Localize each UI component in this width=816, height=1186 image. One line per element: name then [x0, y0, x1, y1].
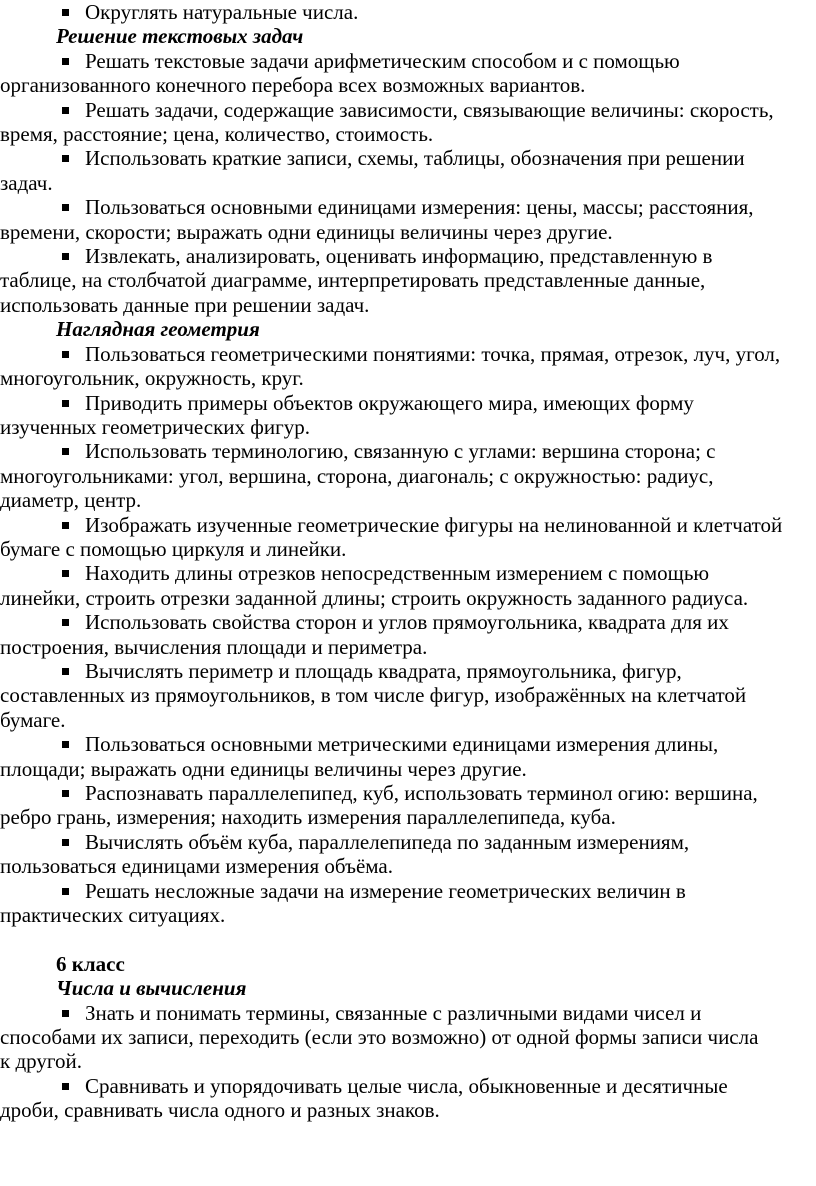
list-item-continuation: бумаге с помощью циркуля и линейки. — [0, 536, 347, 561]
list-item — [0, 561, 816, 610]
list-item-first-line — [0, 0, 816, 24]
list-item — [0, 98, 816, 147]
list-item — [0, 195, 816, 244]
list-item-first-line — [0, 146, 816, 170]
list-item-text: Распознавать параллелепипед, куб, использовать терминол огию: вершина, — [85, 781, 758, 805]
list-item-first-line — [0, 513, 816, 537]
list-item-first-line — [0, 439, 816, 463]
blank-line — [0, 927, 816, 951]
list-item — [0, 49, 816, 98]
list-item-continuation: времени, скорости; выражать одни единицы величины через другие. — [0, 219, 613, 244]
list-item-text: Использовать терминологию, связанную с углами: вершина сторона; с — [85, 439, 716, 464]
list-item-text: Пользоваться основными метрическими единицами измерения длины, — [85, 732, 719, 757]
list-item-continuation: линейки, строить отрезки заданной длины; строить окружность заданного радиуса. — [0, 585, 749, 610]
list-item-first-line — [0, 1001, 816, 1025]
list-item-continuation: задач. — [0, 170, 53, 195]
list-item-continuation: диаметр, центр. — [0, 488, 142, 513]
list-item-continuation: пользоваться единицами измерения объёма. — [0, 854, 393, 879]
list-item — [0, 391, 816, 440]
list-item-text: Вычислять объём куба, параллелепипеда по заданным измерениям, — [85, 829, 690, 854]
list-item-continuation: ребро грань, измерения; находить измерения параллелепипеда, куба. — [0, 805, 616, 830]
list-item-first-line — [0, 342, 816, 366]
list-item-continuation: построения, вычисления площади и периметра. — [0, 634, 428, 659]
list-item-text: Находить длины отрезков непосредственным измерением с помощью — [85, 561, 710, 586]
list-item-text: Сравнивать и упорядочивать целые числа, обыкновенные и десятичные — [85, 1073, 728, 1098]
list-item-continuation: практических ситуациях. — [0, 903, 226, 928]
list-item-first-line — [0, 610, 816, 634]
list-item-text: Знать и понимать термины, связанные с различными видами чисел и — [85, 1000, 702, 1025]
list-item — [0, 732, 816, 781]
list-item — [0, 0, 816, 24]
list-item-continuation: таблице, на столбчатой диаграмме, интерпретировать представленные данные, — [0, 268, 706, 293]
list-item-first-line — [0, 879, 816, 903]
list-item-first-line — [0, 195, 816, 219]
list-item-continuation: время, расстояние; цена, количество, стоимость. — [0, 122, 434, 147]
list-item — [0, 879, 816, 928]
list-item — [0, 1074, 816, 1123]
list-item-first-line — [0, 781, 816, 805]
list-item-first-line — [0, 830, 816, 854]
list-item-first-line — [0, 244, 816, 268]
list-item-text: Вычислять периметр и площадь квадрата, прямоугольника, фигур, — [85, 658, 682, 683]
list-item-first-line — [0, 391, 816, 415]
list-item-text: Приводить примеры объектов окружающего мира, имеющих форму — [85, 390, 694, 415]
list-item-continuation: к другой. — [0, 1049, 82, 1074]
list-item — [0, 659, 816, 732]
list-item-continuation: площади; выражать одни единицы величины через другие. — [0, 756, 527, 781]
list-item — [0, 439, 816, 512]
list-item-continuation: составленных из прямоугольников, в том числе фигур, изображённых на клетчатой — [0, 683, 747, 708]
list-item-continuation: многоугольниками: угол, вершина, сторона, диагональ; с окружностью: радиус, — [0, 463, 714, 488]
list-item-text: Пользоваться геометрическими понятиями: точка, прямая, отрезок, луч, угол, — [85, 341, 781, 366]
list-item — [0, 781, 816, 830]
section-heading: Числа и вычисления — [56, 976, 247, 1001]
list-item — [0, 610, 816, 659]
list-item-first-line — [0, 732, 816, 756]
grade-heading: 6 класс — [56, 951, 125, 976]
list-item-continuation: использовать данные при решении задач. — [0, 292, 370, 317]
list-item-text: Решать несложные задачи на измерение геометрических величин в — [85, 878, 686, 903]
list-item-text: Пользоваться основными единицами измерения: цены, массы; расстояния, — [85, 195, 754, 220]
list-item-continuation: дроби, сравнивать числа одного и разных знаков. — [0, 1098, 440, 1123]
list-item — [0, 513, 816, 562]
list-item-continuation: способами их записи, переходить (если это возможно) от одной формы записи числа — [0, 1025, 759, 1050]
list-item-text: Использовать краткие записи, схемы, таблицы, обозначения при решении — [85, 146, 745, 171]
list-item-first-line — [0, 561, 816, 585]
list-item-continuation: бумаге. — [0, 707, 66, 732]
list-item — [0, 1001, 816, 1074]
list-item-text: Решать текстовые задачи арифметическим способом и с помощью — [85, 48, 680, 73]
list-item-first-line — [0, 49, 816, 73]
list-item-text: Округлять натуральные числа. — [85, 0, 359, 24]
list-item-text: Использовать свойства сторон и углов прямоугольника, квадрата для их — [85, 610, 729, 635]
list-item-first-line — [0, 659, 816, 683]
list-item-continuation: изученных геометрических фигур. — [0, 414, 310, 439]
list-item — [0, 244, 816, 317]
list-item-first-line — [0, 1074, 816, 1098]
section-heading: Решение текстовых задач — [56, 24, 304, 49]
list-item — [0, 146, 816, 195]
list-item-continuation: многоугольник, окружность, круг. — [0, 366, 304, 391]
list-item — [0, 830, 816, 879]
list-item — [0, 342, 816, 391]
list-item-text: Извлекать, анализировать, оценивать информацию, представленную в — [85, 244, 713, 269]
list-item-continuation: организованного конечного перебора всех возможных вариантов. — [0, 73, 586, 98]
list-item-text: Изображать изученные геометрические фигуры на нелинованной и клетчатой — [85, 512, 783, 537]
list-item-text: Решать задачи, содержащие зависимости, связывающие величины: скорость, — [85, 97, 774, 122]
list-item-first-line — [0, 98, 816, 122]
section-heading: Наглядная геометрия — [56, 317, 260, 342]
